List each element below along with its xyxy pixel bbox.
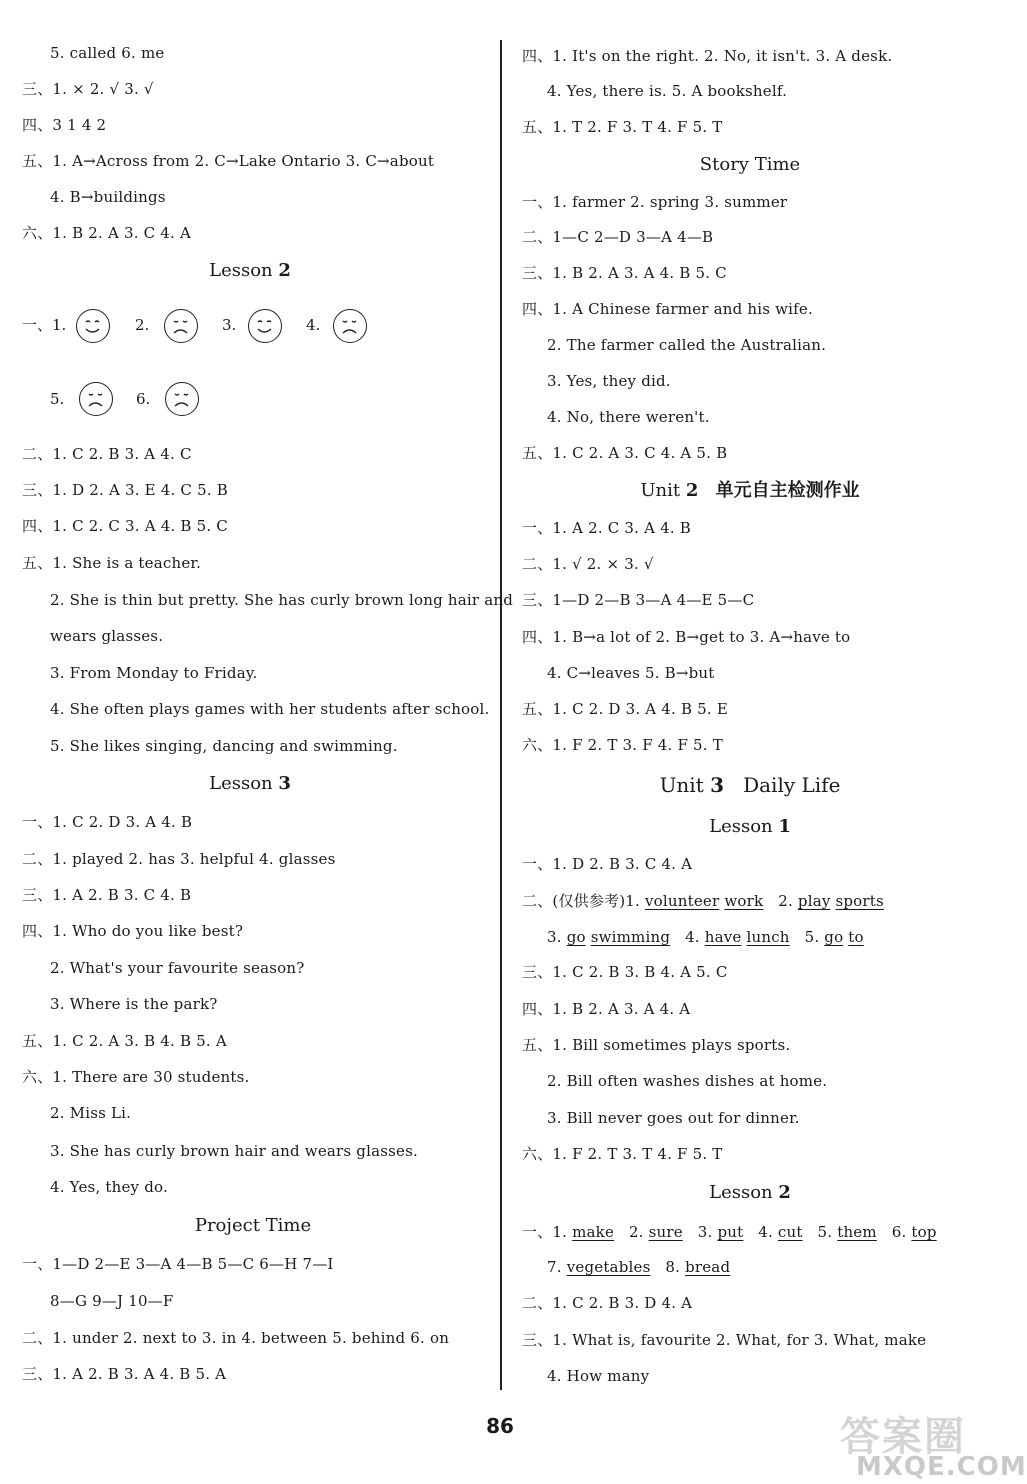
answer-line: 一、1. A 2. C 3. A 4. B bbox=[522, 519, 691, 537]
item-number: 4. bbox=[685, 928, 700, 946]
underlined-word: bread bbox=[685, 1258, 731, 1276]
answer-line: 4. Yes, there is. 5. A bookshelf. bbox=[547, 82, 788, 100]
face-label: 4. bbox=[306, 316, 321, 334]
item-number: 8. bbox=[665, 1258, 681, 1276]
heading-label: Lesson bbox=[709, 816, 773, 837]
item-number: 5. bbox=[817, 1223, 833, 1241]
answer-line bbox=[547, 927, 864, 947]
watermark-url: MXQE.COM bbox=[856, 1452, 1027, 1482]
item-number: 7. bbox=[547, 1258, 562, 1276]
answer-line: 三、1. C 2. B 3. B 4. A 5. C bbox=[522, 963, 728, 981]
item-number: 2. bbox=[628, 1223, 644, 1241]
answer-line: 三、1. What is, favourite 2. What, for 3. What, make bbox=[522, 1331, 927, 1349]
heading-title: 单元自主检测作业 bbox=[715, 480, 860, 501]
underlined-word: make bbox=[572, 1223, 615, 1241]
underlined-word: swimming bbox=[590, 928, 671, 946]
section-heading bbox=[190, 259, 310, 283]
underlined-word: top bbox=[911, 1223, 937, 1241]
underlined-word: play bbox=[797, 892, 831, 910]
answer-line: 2. Bill often washes dishes at home. bbox=[547, 1072, 828, 1090]
answer-line: 五、1. Bill sometimes plays sports. bbox=[522, 1036, 791, 1054]
answer-line: 4. B→buildings bbox=[50, 188, 166, 206]
heading-number: 1 bbox=[778, 816, 791, 837]
face-label: 6. bbox=[136, 390, 151, 408]
sad-face-icon bbox=[164, 309, 198, 343]
answer-line: 二、1. under 2. next to 3. in 4. between 5. behind 6. on bbox=[22, 1329, 450, 1347]
face-label: 5. bbox=[50, 390, 65, 408]
answer-line: 四、1. B→a lot of 2. B→get to 3. A→have to bbox=[522, 628, 851, 646]
answer-line: 二、1. played 2. has 3. helpful 4. glasses bbox=[22, 850, 336, 868]
answer-line: wears glasses. bbox=[50, 627, 164, 645]
answer-line: 一、1. D 2. B 3. C 4. A bbox=[522, 855, 693, 873]
heading-label: Unit bbox=[640, 480, 681, 501]
answer-line: 3. Bill never goes out for dinner. bbox=[547, 1109, 800, 1127]
answer-line: 3. Yes, they did. bbox=[547, 372, 671, 390]
underlined-word: go bbox=[824, 928, 844, 946]
answer-line: 六、1. F 2. T 3. T 4. F 5. T bbox=[522, 1145, 723, 1163]
heading-title: Daily Life bbox=[743, 773, 841, 797]
heading-number: 3 bbox=[710, 773, 725, 797]
answer-line: 六、1. There are 30 students. bbox=[22, 1068, 250, 1086]
sad-face-icon bbox=[79, 382, 113, 416]
answer-line: 4. She often plays games with her students after school. bbox=[50, 700, 490, 718]
answer-line: 2. The farmer called the Australian. bbox=[547, 336, 827, 354]
answer-line: 三、1. × 2. √ 3. √ bbox=[22, 80, 154, 98]
answer-line: 四、1. It's on the right. 2. No, it isn't. 3. A desk. bbox=[522, 47, 893, 65]
answer-line: 4. C→leaves 5. B→but bbox=[547, 664, 715, 682]
smile-face-icon bbox=[76, 309, 110, 343]
heading-label: Unit bbox=[659, 773, 704, 797]
answer-line: 2. She is thin but pretty. She has curly brown long hair and bbox=[50, 591, 514, 609]
answer-line: 五、1. A→Across from 2. C→Lake Ontario 3. C→about bbox=[22, 152, 435, 170]
answer-line: 5. She likes singing, dancing and swimming. bbox=[50, 737, 398, 755]
answer-line: 三、1. D 2. A 3. E 4. C 5. B bbox=[22, 481, 228, 499]
face-label: 2. bbox=[135, 316, 150, 334]
face-label: 3. bbox=[222, 316, 237, 334]
item-number: 5. bbox=[804, 928, 820, 946]
answer-line: 3. Where is the park? bbox=[50, 995, 218, 1013]
answer-line: 三、1. A 2. B 3. C 4. B bbox=[22, 886, 192, 904]
answer-line: 3. She has curly brown hair and wears glasses. bbox=[50, 1142, 418, 1160]
heading-number: 2 bbox=[278, 260, 291, 281]
answer-line: 五、1. C 2. A 3. C 4. A 5. B bbox=[522, 444, 728, 462]
answer-line bbox=[522, 891, 884, 911]
answer-line: 5. called 6. me bbox=[50, 44, 165, 62]
answer-line: 五、1. C 2. A 3. B 4. B 5. A bbox=[22, 1032, 227, 1050]
answer-line: 3. From Monday to Friday. bbox=[50, 664, 258, 682]
answer-line: 二、1. √ 2. × 3. √ bbox=[522, 555, 654, 573]
item-number: 3. bbox=[697, 1223, 713, 1241]
section-heading: Project Time bbox=[194, 1215, 312, 1236]
answer-line: 三、1. A 2. B 3. A 4. B 5. A bbox=[22, 1365, 227, 1383]
underlined-word: them bbox=[837, 1223, 877, 1241]
item-number: 3. bbox=[547, 928, 562, 946]
heading-number: 2 bbox=[685, 480, 699, 501]
answer-line: 二、1. C 2. B 3. D 4. A bbox=[522, 1294, 693, 1312]
answer-line: 一、1—D 2—E 3—A 4—B 5—C 6—H 7—I bbox=[22, 1255, 334, 1273]
item-number: 6. bbox=[891, 1223, 907, 1241]
column-divider bbox=[500, 40, 502, 1390]
answer-line: 五、1. T 2. F 3. T 4. F 5. T bbox=[522, 118, 723, 136]
answer-line: 四、1. B 2. A 3. A 4. A bbox=[522, 1000, 691, 1018]
answer-line bbox=[547, 1257, 730, 1277]
underlined-word: put bbox=[717, 1223, 744, 1241]
answer-line: 三、1—D 2—B 3—A 4—E 5—C bbox=[522, 591, 755, 609]
answer-line: 六、1. B 2. A 3. C 4. A bbox=[22, 224, 191, 242]
underlined-word: go bbox=[566, 928, 586, 946]
section-heading: Story Time bbox=[699, 154, 801, 175]
underlined-word: sure bbox=[648, 1223, 683, 1241]
answer-line: 四、1. Who do you like best? bbox=[22, 922, 244, 940]
answer-line: 五、1. C 2. D 3. A 4. B 5. E bbox=[522, 700, 728, 718]
answer-line: 8—G 9—J 10—F bbox=[50, 1292, 174, 1310]
answer-line: 四、1. A Chinese farmer and his wife. bbox=[522, 300, 813, 318]
answer-line: 六、1. F 2. T 3. F 4. F 5. T bbox=[522, 736, 723, 754]
answer-line: 三、1. B 2. A 3. A 4. B 5. C bbox=[522, 264, 727, 282]
heading-label: Lesson bbox=[209, 260, 273, 281]
section-heading bbox=[690, 815, 810, 839]
underlined-word: have bbox=[704, 928, 742, 946]
sad-face-icon bbox=[165, 382, 199, 416]
line-prefix: 一、1. bbox=[522, 1223, 568, 1241]
answer-line: 4. No, there weren't. bbox=[547, 408, 710, 426]
sad-face-icon bbox=[333, 309, 367, 343]
underlined-word: vegetables bbox=[566, 1258, 651, 1276]
answer-line: 四、3 1 4 2 bbox=[22, 116, 107, 134]
answer-line: 2. Miss Li. bbox=[50, 1104, 132, 1122]
answer-line: 4. How many bbox=[547, 1367, 650, 1385]
underlined-word: sports bbox=[835, 892, 884, 910]
answer-line: 一、1. C 2. D 3. A 4. B bbox=[22, 813, 193, 831]
heading-number: 3 bbox=[278, 773, 291, 794]
underlined-word: cut bbox=[777, 1223, 803, 1241]
item-number: 2. bbox=[778, 892, 793, 910]
answer-line: 四、1. C 2. C 3. A 4. B 5. C bbox=[22, 517, 228, 535]
underlined-word: lunch bbox=[746, 928, 790, 946]
line-prefix: 二、(仅供参考)1. bbox=[522, 892, 641, 910]
watermark-logo: 答案圈 bbox=[840, 1414, 966, 1460]
heading-label: Lesson bbox=[709, 1182, 773, 1203]
page-number: 86 bbox=[486, 1414, 514, 1438]
section-heading bbox=[600, 479, 900, 503]
heading-number: 2 bbox=[778, 1182, 791, 1203]
answer-line: 二、1. C 2. B 3. A 4. C bbox=[22, 445, 192, 463]
section-heading bbox=[690, 1181, 810, 1205]
answer-line: 4. Yes, they do. bbox=[50, 1178, 168, 1196]
answer-line: 二、1—C 2—D 3—A 4—B bbox=[522, 228, 714, 246]
section-heading bbox=[190, 772, 310, 796]
smile-face-icon bbox=[248, 309, 282, 343]
underlined-word: work bbox=[724, 892, 764, 910]
answer-line: 一、1. farmer 2. spring 3. summer bbox=[522, 193, 788, 211]
faces-prefix: 一、1. bbox=[22, 316, 67, 334]
underlined-word: volunteer bbox=[645, 892, 720, 910]
item-number: 4. bbox=[758, 1223, 773, 1241]
heading-label: Lesson bbox=[209, 773, 273, 794]
underlined-word: to bbox=[848, 928, 864, 946]
answer-line bbox=[522, 1222, 937, 1242]
answer-line: 2. What's your favourite season? bbox=[50, 959, 305, 977]
unit-heading bbox=[630, 773, 870, 797]
answer-line: 五、1. She is a teacher. bbox=[22, 554, 202, 572]
